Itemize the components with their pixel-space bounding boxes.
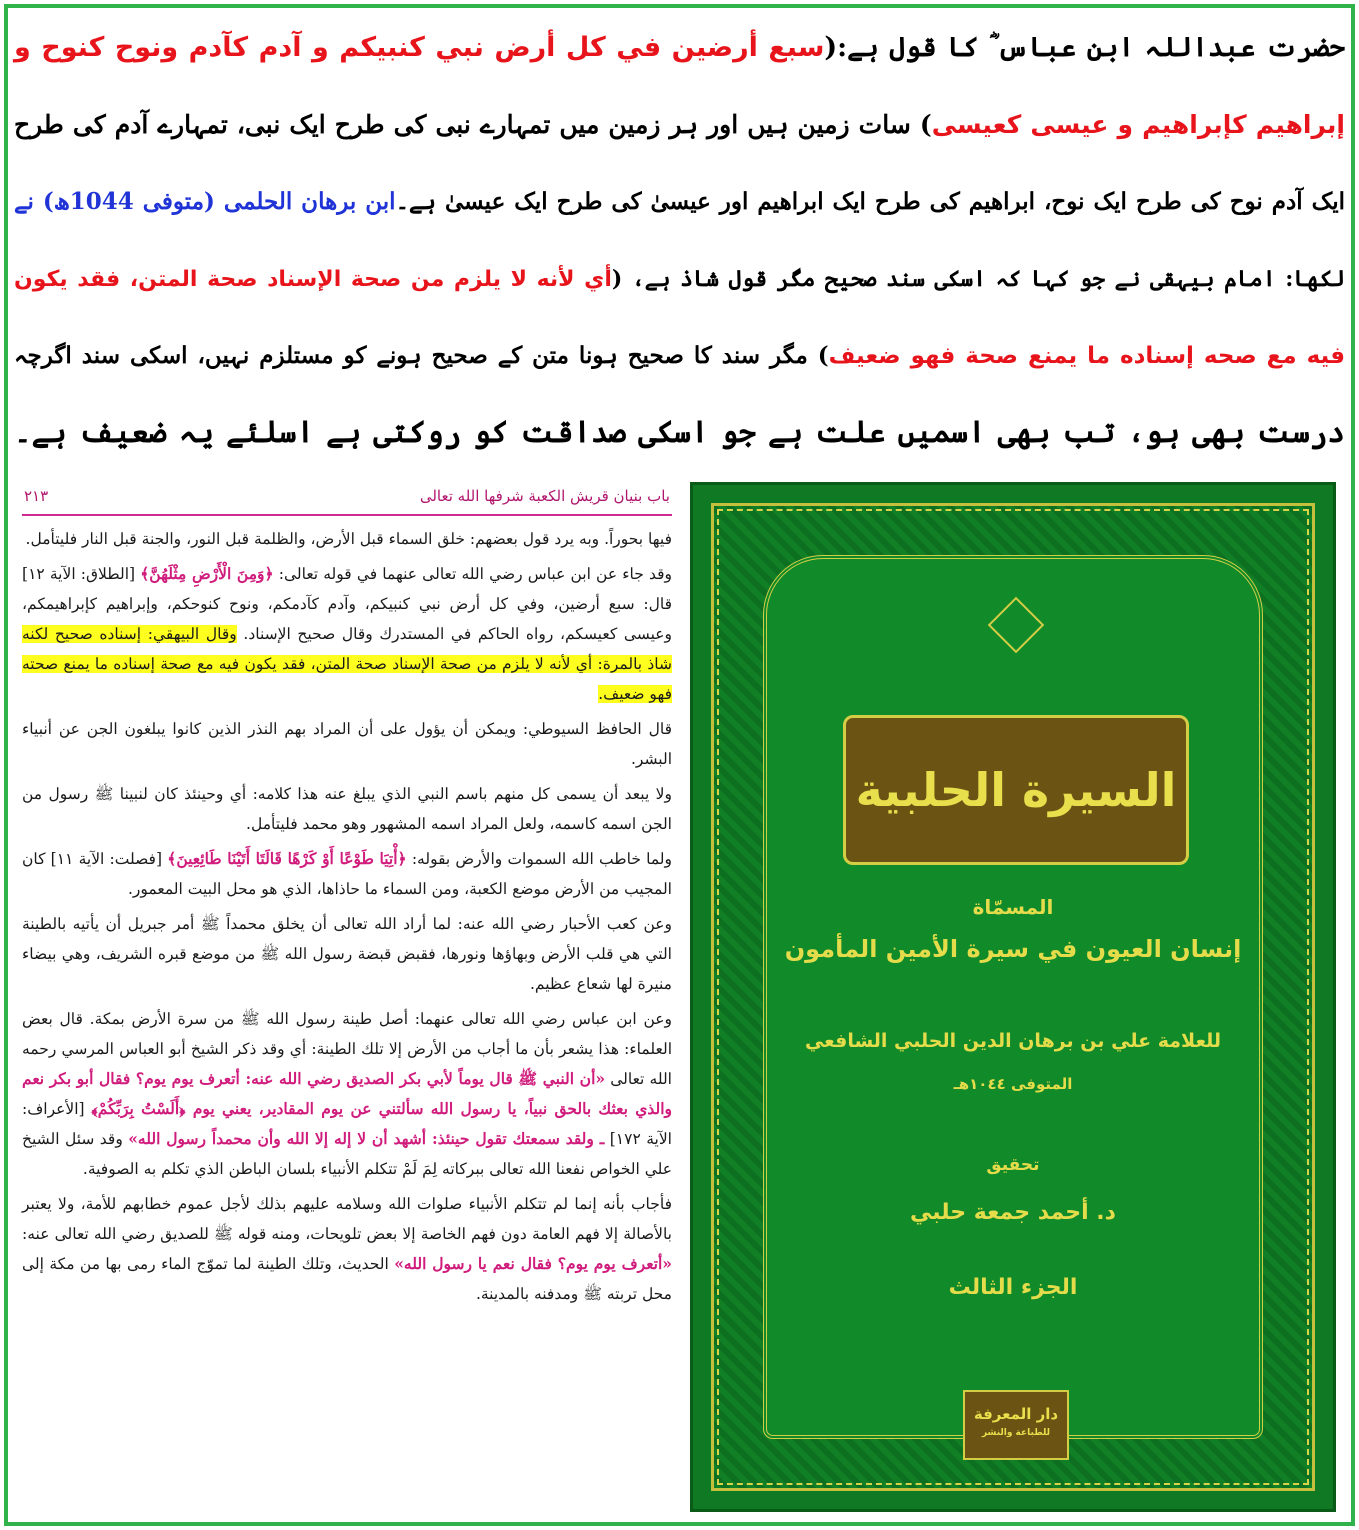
page-header xyxy=(22,478,672,516)
page-body xyxy=(22,516,672,1309)
paragraph-5 xyxy=(22,844,672,904)
arabic-quote-1: سبع أرضين في كل أرض نبي كنبيكم و آدم كآدم ونوح كنوح و xyxy=(14,32,825,63)
chapter-title: باب بنيان قريش الكعبة شرفها الله تعالى xyxy=(419,487,670,505)
paragraph-1: فيها بحوراً. وبه يرد قول بعضهم: خلق السماء قبل الأرض، والظلمة قبل النور، والجنة قبل النار فليتأمل. xyxy=(25,530,672,548)
title-plate xyxy=(843,715,1189,865)
book-title: السيرة الحلبية xyxy=(855,763,1177,817)
urdu-commentary xyxy=(14,14,1345,472)
paragraph-6: وعن كعب الأحبار رضي الله عنه: لما أراد الله تعالى أن يخلق محمداً ﷺ أمر جبريل أن يأتيه بالطينة التي هي قلب الأرض وبهاؤها ونورها، فقبض قبضة رسول الله ﷺ من موضع قبره الشريف، وهي بيضاء منيرة لها شعاع عظيم. xyxy=(22,915,672,993)
cover-arch-panel xyxy=(763,555,1263,1439)
paragraph-2 xyxy=(22,559,672,709)
cover-subtitle: إنسان العيون في سيرة الأمين المأمون xyxy=(784,935,1242,963)
author-reference: ابن برھان الحلمی (متوفی 1044ھ) نے xyxy=(14,188,396,215)
p7-intro: وعن ابن عباس رضي الله تعالى عنهما: أصل طينة رسول الله ﷺ من سرة الأرض بمكة. قال بعض العلماء: هذا يشعر بأن ما أجاب من الأرض إلا تلك الطينة: أي وقد ذكر الشيخ أبو العباس المرسي رحمه الله تعالى xyxy=(22,1010,672,1088)
urdu-translation-1: ) سات زمین ہیں اور ہر زمین میں تمہارے نبی کی طرح ایک نبی، تمہارے آدم کی طرح xyxy=(14,110,932,139)
p2-intro: وقد جاء عن ابن عباس رضي الله تعالى عنهما في قوله تعالى: xyxy=(278,565,672,583)
hadith-quote-1: «أن النبي ﷺ قال يوماً لأبي بكر الصديق رضي الله عنه: أتعرف يوم يوم؟ فقال أبو بكر نعم والذي بعثك بالحق نبياً، يا رسول الله سألتني عن يوم المقادير، يعني يوم ﴿أَلَسْتُ بِرَبِّكُمْ﴾ xyxy=(22,1069,673,1118)
cover-death-date: المتوفى ١٠٤٤هـ xyxy=(953,1075,1073,1093)
paragraph-3: قال الحافظ السيوطي: ويمكن أن يؤول على أن المراد بهم النذر الذين كانوا يبلغون الجن عن أنبياء البشر. xyxy=(22,720,672,768)
p8-body: الحديث، وتلك الطينة لما تموّج الماء رمى بها من مكة إلى محل تربته ﷺ ومدفنه بالمدينة. xyxy=(22,1255,672,1303)
cover-volume: الجزء الثالث xyxy=(948,1275,1078,1300)
hadith-quote-2: ـ ولقد سمعتك تقول حينئذ: أشهد أن لا إله إلا الله وأن محمداً رسول الله» xyxy=(128,1129,605,1148)
scanned-page xyxy=(22,478,672,1518)
urdu-line-6 xyxy=(14,409,1345,457)
quran-verse-1: ﴿وَمِنَ الْأَرْضِ مِثْلَهُنَّ﴾ xyxy=(140,564,274,583)
page-number: ٢١٣ xyxy=(24,487,49,505)
arabic-quote-2: إبراهيم كإبراهيم و عيسى كعيسى xyxy=(931,110,1345,139)
cover-author: للعلامة علي بن برهان الدين الحلبي الشافعي xyxy=(804,1030,1222,1052)
highlighted-bayhaqi-quote: وقال البيهقي: إسناده صحيح لكنه شاذ بالمرة: أي لأنه لا يلزم من صحة الإسناد صحة المتن، فقد يكون فيه مع صحة إسناده ما يمنع صحته فهو ضعيف. xyxy=(22,625,672,703)
urdu-line-1 xyxy=(14,24,1345,72)
arabic-quote-3: أي لأنه لا يلزم من صحة الإسناد صحة المتن، فقد يكون xyxy=(14,267,612,292)
p7-ref: [الأعراف: الآية ١٧٢] xyxy=(22,1100,672,1148)
p2-narration: [الطلاق: الآية ١٢] قال: سبع أرضين، وفي كل أرض نبي كنبيكم، وآدم كآدمكم، ونوح كنوحكم، وإبراهيم كإبراهيمكم، وعيسى كعيسكم، رواه الحاكم في المستدرك وقال صحيح الإسناد. xyxy=(22,565,672,643)
urdu-line-2 xyxy=(14,101,1345,149)
arabic-quote-4: فيه مع صحه إسناده ما يمنع صحة فهو ضعيف xyxy=(828,343,1346,369)
urdu-translation-2: ایک آدم نوح کی طرح ایک نوح، ابراھیم کی طرح ایک ابراھیم اور عیسیٰ کی طرح ایک عیسیٰ ہے۔ xyxy=(395,188,1345,215)
cover-editor: د. أحمد جمعة حلبي xyxy=(910,1200,1116,1225)
p7-body: وقد سئل الشيخ علي الخواص نفعنا الله تعالى ببركاته لِمَ لَمْ تتكلم الأنبياء بلسان الباطن الذي تكلم به الصوفية. xyxy=(22,1130,672,1178)
urdu-intro: حضرت عبداللہ ابن عباس ؓ کا قول ہے:( xyxy=(824,32,1345,63)
book-cover xyxy=(690,482,1336,1512)
p5-intro: ولما خاطب الله السموات والأرض بقوله: xyxy=(411,850,672,868)
urdu-bayhaqi-note: لکھا: امام بیہقی نے جو کہا کہ اسکی سند صحیح مگر قول شاذ ہے، ( xyxy=(611,266,1345,292)
urdu-translation-3: ) مگر سند کا صحیح ہونا متن کے صحیح ہونے کو مستلزم نہیں، اسکی سند اگرچہ xyxy=(14,342,829,369)
p8-intro: فأجاب بأنه إنما لم تتكلم الأنبياء صلوات الله وسلامه عليهم بذلك لأجل عموم خطابهم للأمة، ولا يعتبر بالأصالة إلا فهم العامة دون فهم الخاصة إلا بعض تلويحات، ومنه قوله ﷺ للصديق رضي الله تعالى عنه: xyxy=(22,1195,672,1243)
urdu-line-4 xyxy=(14,255,1345,304)
p5-body: [فصلت: الآية ١١] كان المجيب من الأرض موضع الكعبة، ومن السماء ما حاذاها، الذي هو محل البيت المعمور. xyxy=(22,850,672,898)
hadith-quote-3: «أتعرف يوم يوم؟ فقال نعم يا رسول الله» xyxy=(394,1254,672,1273)
urdu-line-3 xyxy=(14,178,1345,226)
quran-verse-2: ﴿أْتِيَا طَوْعًا أَوْ كَرْهًا قَالَتَا أَتَيْنَا طَائِعِينَ﴾ xyxy=(167,849,407,868)
paragraph-4: ولا يبعد أن يسمى كل منهم باسم النبي الذي يبلغ عنه هذا كلامه: أي وحينئذ كان لنبينا ﷺ رسول من الجن اسمه كاسمه، ولعل المراد اسمه المشهور وهو محمد فليتأمل. xyxy=(22,785,672,833)
publisher-logo xyxy=(963,1390,1069,1460)
urdu-conclusion: درست بھی ہو، تب بھی اسمیں علت ہے جو اسکی صداقت کو روکتی ہے اسلئے یہ ضعیف ہے۔ xyxy=(14,415,1345,450)
paragraph-7 xyxy=(22,1004,672,1184)
paragraph-8 xyxy=(22,1189,672,1309)
cover-tahqiq: تحقيق xyxy=(986,1155,1040,1175)
cover-musamma: المسمّاة xyxy=(972,895,1054,919)
publisher-subtitle: للطباعة والنشر xyxy=(981,1428,1051,1438)
urdu-line-5 xyxy=(14,332,1345,380)
publisher-name: دار المعرفة xyxy=(973,1405,1059,1423)
